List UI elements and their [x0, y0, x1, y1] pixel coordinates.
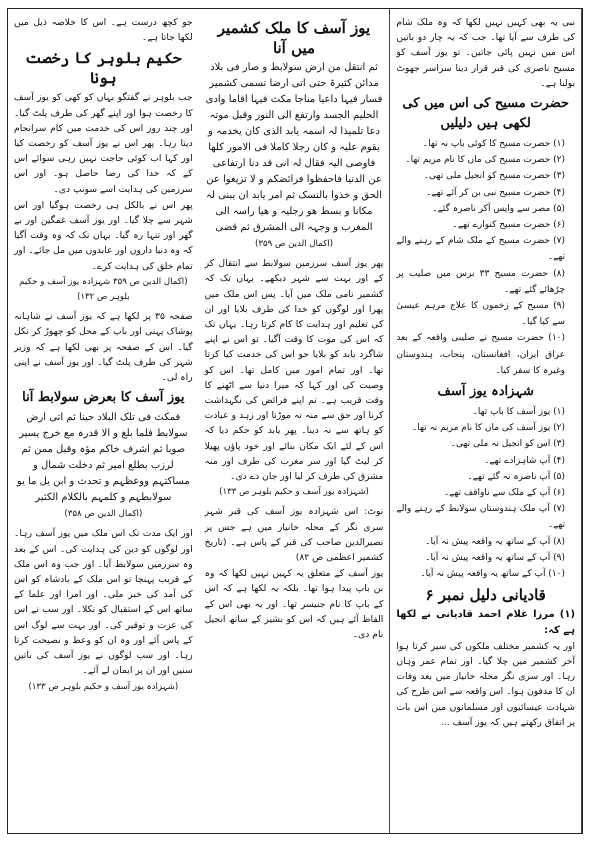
right-paragraph-4: اور ایک مدت تک اس ملک میں یوز آسف رہا۔ اور لوگوں کو دین کی ہدایت کی۔ اس کے بعد وہ سرزمین سولابط آیا۔ اور جب وہ اس ملک کے قریب پہنچا تو اس ملک کے بادشاہ کو اس کی آمد کی خبر ملی۔ اور امرا اور علما کے ساتھ اس کے استقبال کو نکلا۔ اور سب نے اس کی عزت و توقیر کی۔ اور بہت سے لوگ اس کے پاس آئے اور وہ ان کو وعظ و نصیحت کرتا رہا۔ اور سب لوگوں نے یوز آسف کی باتیں سنیں اور ان پر ایمان لے آئے۔ — [14, 528, 193, 677]
heading-qadiani-argument: قادیانی دلیل نمبر ۶ — [425, 586, 546, 605]
list-item: (۶) حضرت مسیح کنوارے تھے۔ — [452, 220, 566, 231]
list-item: (۸) حضرت مسیح ۳۳ برس میں صلیب پر چڑھائے گئے تھے۔ — [396, 268, 566, 295]
right-column — [8, 9, 199, 833]
list-item: (۹) مسیح کے زخموں کا علاج مرہم عیسیٰ سے کیا گیا۔ — [396, 301, 566, 328]
reference-1: (اکمال الدین ص ۳۵۹) — [255, 239, 333, 249]
middle-note: نوٹ: اس شہزادہ یوز آسف کی قبر شہر سری نگر کے محلہ خانیار میں ہے جس پر نصیرالدین صاحب کی قبر کے پاس ہے۔ (تاریخ کشمیر اعظمی ص ۸۲) — [204, 506, 384, 564]
list-item: (۷) آپ ملک ہندوستان سولابط کے رہنے والے تھے۔ — [396, 504, 566, 531]
left-column — [390, 9, 582, 833]
right-paragraph-1: جب بلوہر نے گفتگو بہاں کو کھی کو یوز آسف کا رخصت ہوا اور اپنے گھر کی طرف پلٹ گیا۔ اور چند روز اس کی خدمت میں کام سرانجام دیتا رہا۔ پھر اس نے یوز آسف کو رخصت کیا اور کہا اب کوئی حاجت نہیں رہی سوائے اس کے کہ خدا کی رضا حاصل ہو۔ اور اس سرزمین کی ہدایت اسے سونپ دی۔ — [14, 92, 193, 195]
left-paragraph-2: اور یہ کشمیر مختلف ملکوں کی سیر کرتا ہوا آخر کشمیر میں چلا گیا۔ اور تمام عمر وہاں رہا۔ اور سری نگر محلہ خانیار میں بعد وفات ان کا مدفون ہوا۔ اس واقعہ سے اس طرح کی شہادت عیسائیوں اور مسلمانوں میں اس بات پر اتفاق رکھتے ہیں کہ یوز آسف ... — [396, 640, 576, 728]
heading-bloohar-departure: حکیم بلوہر کا رخصت ہونا — [25, 49, 182, 88]
list-item: (۵) مصر سے واپس آکر ناصرہ گئے۔ — [432, 203, 566, 214]
list-item: (۷) حضرت مسیح کے ملک شام کے رہنے والے تھے۔ — [396, 236, 566, 263]
list-item: (۱۰) حضرت مسیح نے صلیبی واقعہ کے بعد عراق ایران، افغانستان، پنجاب، ہندوستان وغیرہ کا سفر کیا۔ — [396, 333, 566, 376]
left-intro: نبی یہ بھی کہیں نہیں لکھا کہ وہ ملک شام کی طرف سے آیا تھا۔ جب کہ یہ چار دو باتیں اس میں نہیں پائی جاتیں۔ تو یوز آسف کو مسیح ناصری کی قبر قرار دینا سراسر جھوٹ بولنا ہے۔ — [396, 17, 576, 89]
heading-arrival-kashmir: یوز آسف کا ملک کشمیر میں آنا — [217, 19, 371, 57]
heading-arrival-solabat: یوز آسف کا بعرض سولابط آنا — [22, 390, 185, 406]
right-intro: جو کچھ درست ہے۔ اس کا خلاصہ ذیل میں لکھا جاتا ہے۔ — [14, 17, 193, 44]
right-paragraph-2: پھر اس نے بالکل ہی رخصت ہوگیا اور اس شہر سے چلا گیا۔ اور یوز آسف غمگین اور بے گھر اور تنہا رہ گیا۔ یہاں تک کہ وہ وقت آگیا کہ وہ دنیا داروں اور عابدوں میں مل جائے۔ اور تمام خلق کی ہدایت کرے۔ — [14, 199, 193, 272]
right-paragraph-3: صفحہ ۳۵ پر لکھا ہے کہ یوز آسف نے شاہانہ پوشاک پہنی اور باپ کے محل کو چھوڑ کر نکل گیا۔ اس کے صفحہ پر بھی لکھا ہے کہ وزیر شہر کی طرف پلٹ گیا۔ اور یوز آسف نے اپنی راہ لی۔ — [14, 311, 193, 384]
list-item: (۹) آپ کے ساتھ یہ واقعہ پیش نہ آیا۔ — [425, 552, 566, 563]
list-item: (۱۰) آپ کے ساتھ یہ واقعہ پیش نہ آیا۔ — [420, 569, 566, 580]
list-item: (۲) یوز آسف کی ماں کا نام مریم نہ تھا۔ — [412, 423, 566, 434]
middle-paragraph-1: پھر یوز آسف سرزمین سولابط سے انتقال کر کے اور بہت سے شہر دیکھے۔ یہاں تک کہ کشمیر نامی ملک میں آیا۔ پس اس ملک میں پھرا اور لوگوں کو خدا کی طرف بلایا اور ان کی تعلیم اور ہدایت کا کام کرتا رہا۔ یہاں تک کہ اس کی موت کا وقت آگیا۔ تو اس نے اپنے شاگرد یابد کو بلایا جو اس کی خدمت کیا کرتا تھا۔ اور تمام امور میں کامل تھا۔ اس کو وصیت کی اور کہا کہ میرا دنیا سے اٹھنے کا وقت قریب ہے۔ تم اپنے فرائض کی نگہداشت کرنا اور حق سے منہ نہ موڑنا اور زہد و عبادت کو ہاتھ سے نہ دینا۔ پھر یابد کو حکم دیا کہ اس کے لئے ایک مکان بنائے اور خود پاؤں پھیلا کر لیٹ گیا اور سر مغرب کی طرف اور منہ مشرق کی طرف کر لیا اور جان دے دی۔ — [204, 258, 384, 483]
reference-1: (اکمال الدین ص ۳۵۹ شہزادہ یوز آسف و حکیم بلوہر ص ۱۳۲) — [19, 276, 188, 303]
list-item: (۵) آپ ناصرہ نہ گئے تھے۔ — [467, 471, 566, 482]
yuz-asaf-list — [396, 404, 575, 582]
list-item: (۳) اس کو انجیل نہ ملی تھی۔ — [450, 439, 566, 450]
left-paragraph-1: (۱) مرزا غلام احمد قادیانی نے لکھا ہے کہ: — [396, 609, 576, 636]
heading-prince-yuz-asaf: شہزادہ یوز آسف — [437, 384, 534, 400]
list-item: (۸) آپ کے ساتھ یہ واقعہ پیش نہ آیا۔ — [425, 536, 566, 547]
heading-messiah-proofs: حضرت مسیح کی اس میں کی لکھی ہیں دلیلیں — [402, 96, 569, 132]
arabic-quote: ثم انتقل من ارض سولابط و صار فی بلاد مدائن کثیرۃ حتی اتی ارضا تسمی کشمیر فسار فیہا داعیا مناجا مکث فیہا اقاما وادی الحلیم الجسد وارتفع الی النور وقبل موتہ دعا تلمیذا لہ اسمہ یابد الذی کان یخدمہ و یقوم علیہ و کان رجلا کاملا فی الامور کلھا فاوصی الیہ فقال لہ انی قد دنا ارتفاعی عن الدنیا فاحفظوا فرائضکم و لا تزیغوا عن الحق و خذوا بالنسک ثم امر یابد ان یبنی لہ مکانا و بسط ھو رجلیہ و هیا راسہ الی المغرب و وجہہ الی المشرق ثم قضی — [205, 62, 383, 233]
list-item: (۱) یوز آسف کا باپ تھا۔ — [472, 407, 566, 418]
list-item: (۴) آپ شاہزادے تھے۔ — [484, 455, 566, 466]
arabic-quote: فمکث فی تلک البلاد حینا ثم اتی ارض سولابط فلما بلغ و الا قدرہ مع خرج یسیر صوبا ثم اشرف خاکم مؤہ وقبل ممن ثم لرزب بطلع امیر ثم دخلت شمال و مساکتہم ووعظہم و تحدث و ابن یل ما یو سولابطہم و کلمہم بالکلام الکثیر — [16, 412, 190, 504]
list-item: (۶) آپ کے ملک سے ناواقف تھے۔ — [443, 488, 566, 499]
middle-column — [199, 9, 391, 833]
list-item: (۱) حضرت مسیح کا کوئی باپ نہ تھا۔ — [422, 139, 566, 150]
list-item: (۲) حضرت مسیح کی ماں کا نام مریم تھا۔ — [405, 155, 566, 166]
list-item: (۴) حضرت مسیح نبی بن کر آئے تھے۔ — [426, 187, 566, 198]
messiah-list — [396, 136, 575, 379]
reference-3: (شہزادہ یوز آسف و حکیم بلوہر ص ۱۳۳) — [28, 681, 179, 692]
reference-2: (شہزادہ یوز آسف و حکیم بلوہر ص ۱۳۳) — [219, 487, 369, 498]
list-item: (۳) حضرت مسیح کو انجیل ملی تھی۔ — [423, 171, 566, 182]
document-page — [7, 8, 583, 834]
reference-2: (اکمال الدین ص ۳۵۸) — [64, 509, 143, 520]
middle-paragraph-2: یوز آسف کے متعلق یہ کہیں نہیں لکھا کہ وہ بن باپ پیدا ہوا تھا۔ بلکہ یہ لکھا ہے کہ اس کے باپ کا نام جنیسر تھا۔ اور یہ بھی اس کے الفاظ آئے ہیں کہ اس کو بشیر کے ساتھ انجیل نام دی۔ — [204, 568, 384, 641]
